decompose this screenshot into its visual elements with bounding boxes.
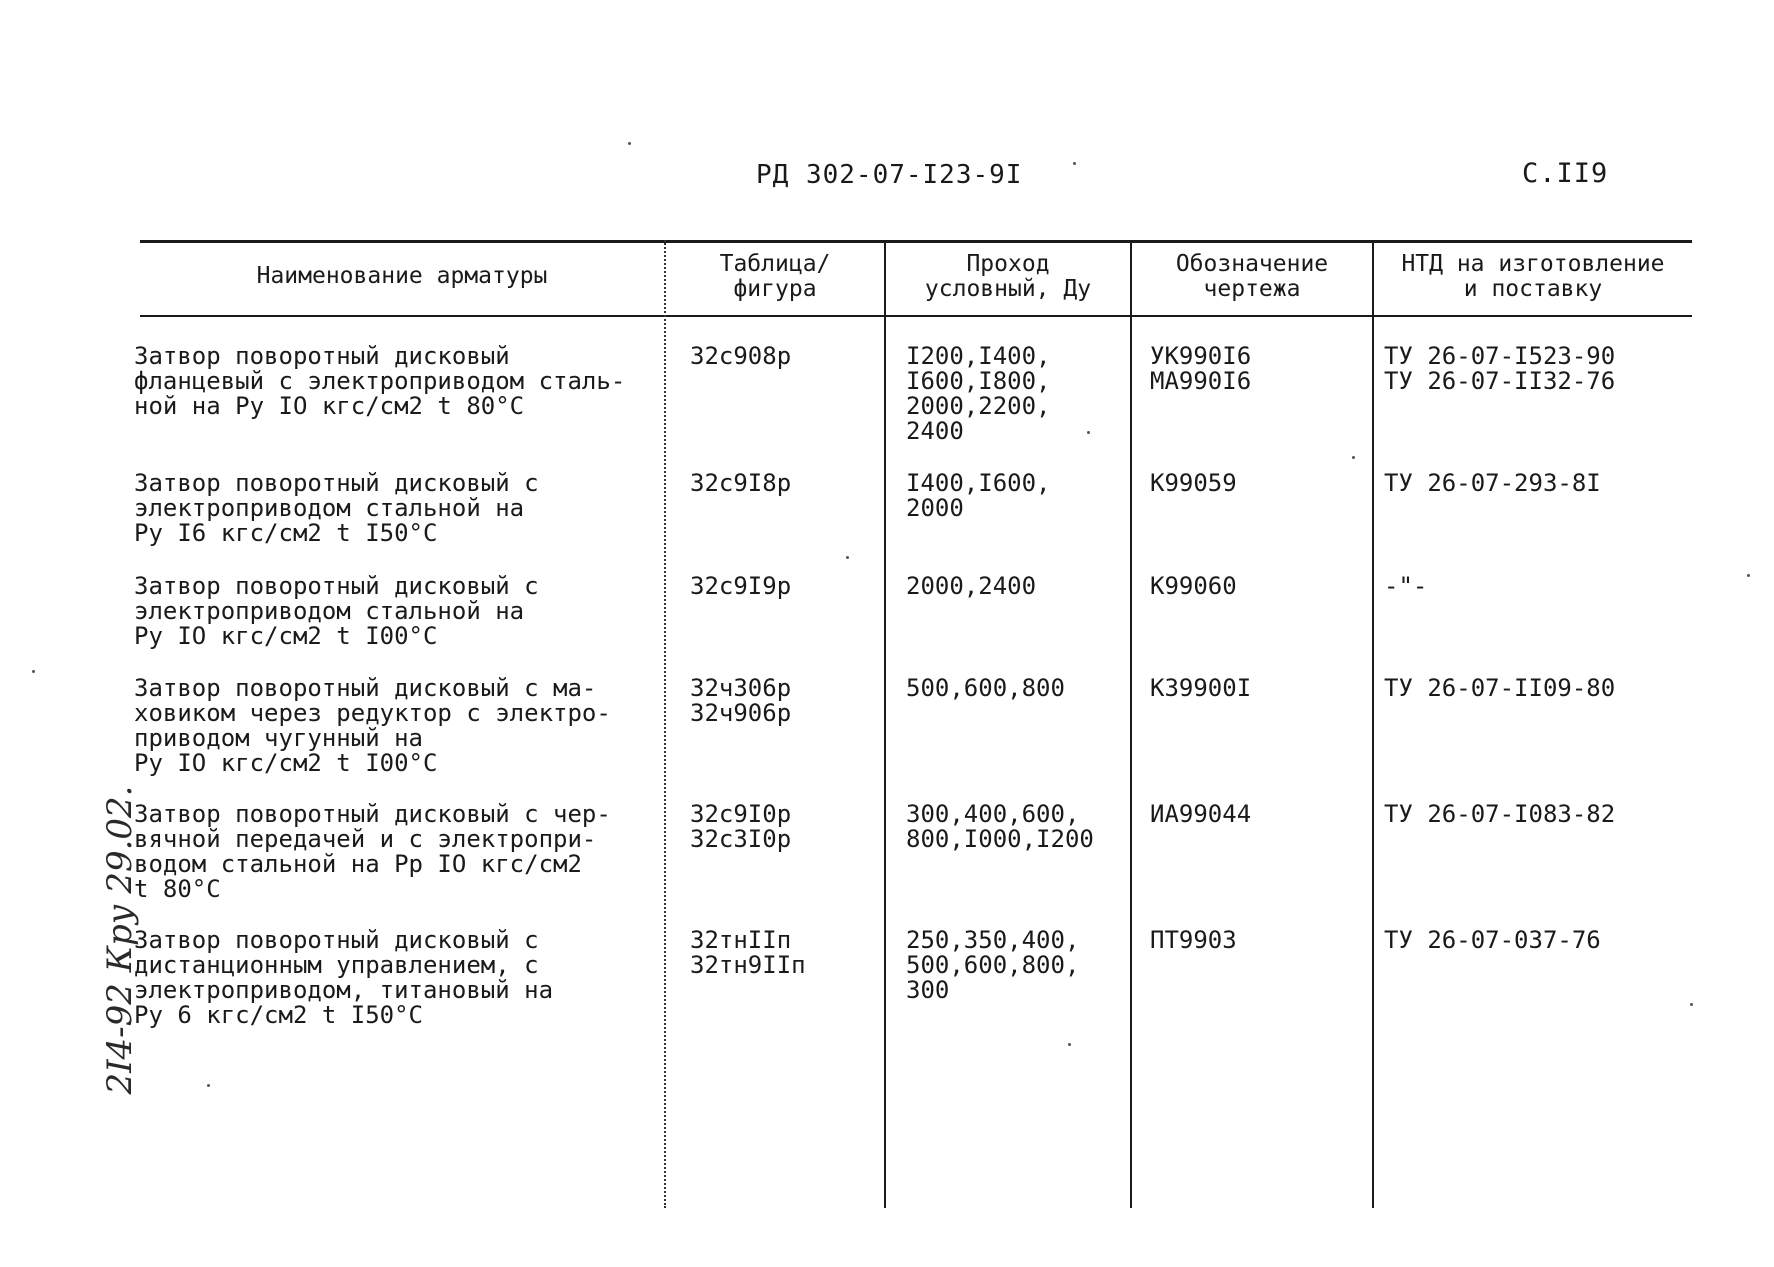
row-ntd: ТУ 26-07-I083-82 — [1384, 800, 1616, 828]
row-drawing: УК990I6 МА990I6 — [1150, 342, 1252, 395]
row-ntd: ТУ 26-07-I523-90 ТУ 26-07-II32-76 — [1384, 342, 1616, 395]
row-name: Затвор поворотный дисковый с ма- ховиком через редуктор с электро- приводом чугунный на Ру IO кгс/см2 t I00°C — [134, 674, 611, 777]
row-ntd: ТУ 26-07-037-76 — [1384, 926, 1601, 954]
row-figure: 32ч306р 32ч906р — [690, 674, 792, 727]
row-figure: 32с9I8р — [690, 469, 792, 497]
column-divider — [1372, 240, 1374, 1208]
scan-speck — [1747, 574, 1750, 577]
row-nominal-bore: I200,I400, I600,I800, 2000,2200, 2400 — [906, 342, 1051, 445]
scan-speck — [1073, 162, 1076, 165]
column-divider — [664, 240, 666, 1208]
row-drawing: К99060 — [1150, 572, 1237, 600]
table-top-rule — [140, 240, 1692, 243]
handwritten-margin-note: 2I4-92 Кру 29.02. — [100, 785, 140, 1095]
column-divider — [884, 240, 886, 1208]
row-drawing: ИА99044 — [1150, 800, 1252, 828]
scan-speck — [32, 670, 35, 673]
scan-speck — [207, 1084, 210, 1087]
column-header-drawing: Обозначение чертежа — [1175, 251, 1329, 302]
row-drawing: К99059 — [1150, 469, 1237, 497]
row-figure: 32с9I9р — [690, 572, 792, 600]
row-figure: 32с908р — [690, 342, 792, 370]
column-header-ntd: НТД на изготовление и поставку — [1401, 251, 1665, 302]
document-code: РД 302-07-I23-9I — [756, 160, 1023, 190]
row-ntd: ТУ 26-07-II09-80 — [1384, 674, 1616, 702]
scan-speck — [1352, 456, 1355, 459]
scan-speck — [1068, 1043, 1071, 1046]
row-name: Затвор поворотный дисковый с электроприводом стальной на Ру I6 кгс/см2 t I50°C — [134, 469, 539, 547]
column-header-name: Наименование арматуры — [256, 263, 548, 289]
row-nominal-bore: 250,350,400, 500,600,800, 300 — [906, 926, 1080, 1004]
column-header-nominal-bore: Проход условный, Ду — [924, 251, 1092, 302]
scan-speck — [1087, 431, 1090, 434]
row-nominal-bore: I400,I600, 2000 — [906, 469, 1051, 522]
row-nominal-bore: 2000,2400 — [906, 572, 1037, 600]
row-nominal-bore: 500,600,800 — [906, 674, 1065, 702]
header-bottom-rule — [140, 315, 1692, 317]
row-nominal-bore: 300,400,600, 800,I000,I200 — [906, 800, 1094, 853]
valve-table — [134, 240, 1692, 1208]
page-number: С.II9 — [1522, 158, 1609, 189]
row-name: Затвор поворотный дисковый фланцевый с электроприводом сталь- ной на Ру IO кгс/см2 t 80°C — [134, 342, 626, 420]
row-figure: 32тнIIп 32тн9IIп — [690, 926, 806, 979]
scan-speck — [846, 556, 849, 559]
row-name: Затвор поворотный дисковый с дистанционным управлением, с электроприводом, титановый на Ру 6 кгс/см2 t I50°C — [134, 926, 554, 1029]
row-ntd: ТУ 26-07-293-8I — [1384, 469, 1601, 497]
scan-speck — [1690, 1003, 1693, 1006]
row-ntd: -"- — [1384, 572, 1428, 600]
row-name: Затвор поворотный дисковый с чер- вячной передачей и с электропри- водом стальной на Рр IO кгс/см2 t 80°C — [134, 800, 611, 903]
row-name: Затвор поворотный дисковый с электроприводом стальной на Ру IO кгс/см2 t I00°C — [134, 572, 539, 650]
row-drawing: К39900I — [1150, 674, 1252, 702]
column-header-figure: Таблица/ фигура — [719, 251, 831, 302]
row-drawing: ПТ9903 — [1150, 926, 1237, 954]
scan-speck — [628, 142, 631, 145]
column-divider — [1130, 240, 1132, 1208]
row-figure: 32с9I0р 32с3I0р — [690, 800, 792, 853]
